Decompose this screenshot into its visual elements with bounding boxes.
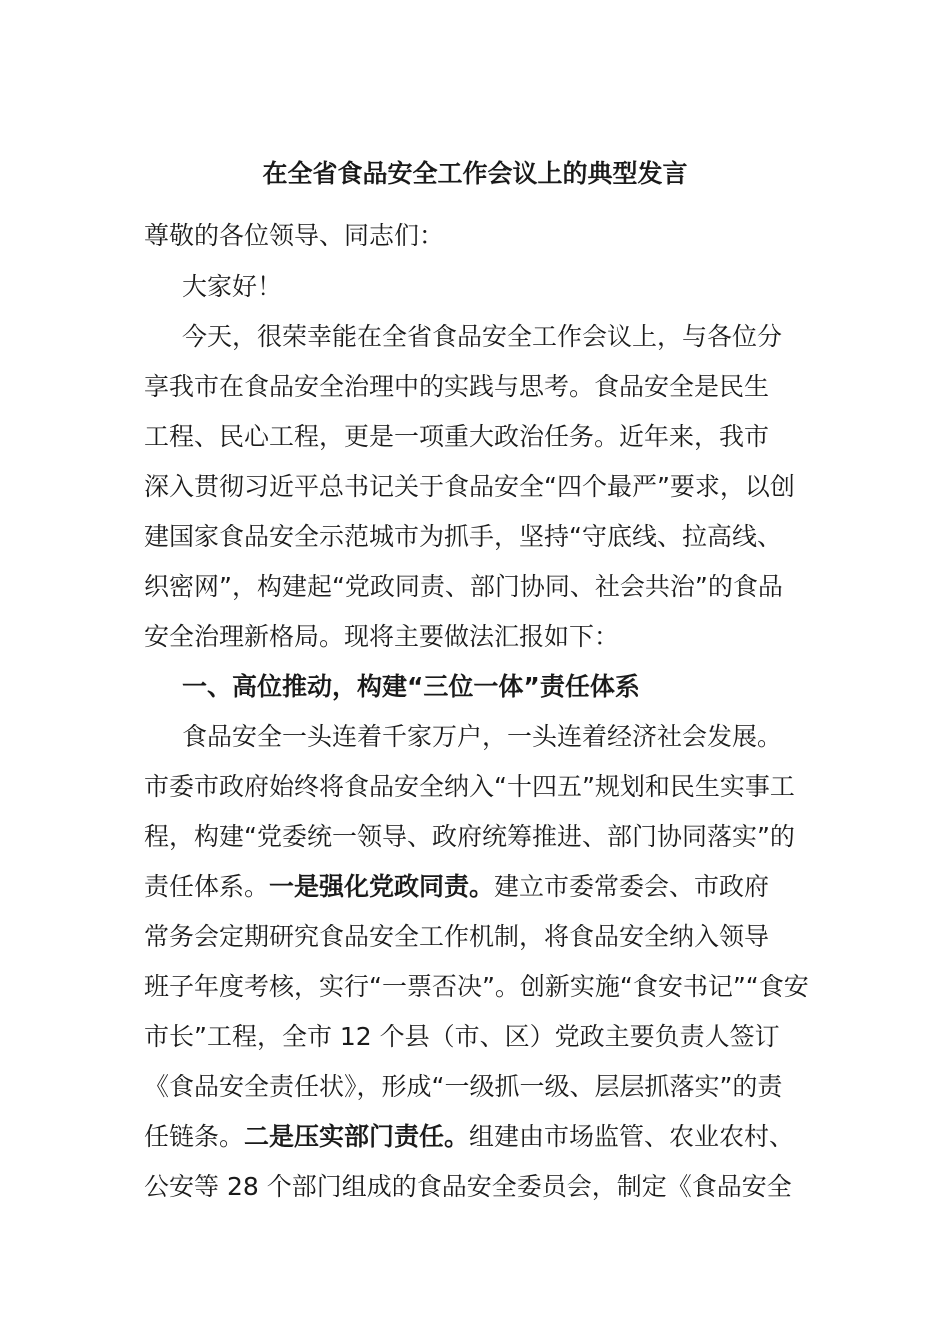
paragraph-line: 常务会定期研究食品安全工作机制，将食品安全纳入领导 bbox=[144, 922, 770, 951]
paragraph-line: 班子年度考核，实行“一票否决”。创新实施“食安书记”“食安 bbox=[144, 972, 809, 1001]
paragraph-line: 食品安全一头连着千家万户，一头连着经济社会发展。 bbox=[182, 722, 783, 751]
paragraph-line: 市长”工程，全市 12 个县（市、区）党政主要负责人签订 bbox=[144, 1022, 780, 1051]
paragraph-line: 建国家食品安全示范城市为抓手，坚持“守底线、拉高线、 bbox=[144, 522, 782, 551]
paragraph-line: 《食品安全责任状》，形成“一级抓一级、层层抓落实”的责 bbox=[144, 1072, 783, 1101]
point-heading: 一是强化党政同责。 bbox=[269, 872, 495, 901]
paragraph-line bbox=[144, 1112, 794, 1162]
paragraph-line: 工程、民心工程，更是一项重大政治任务。近年来，我市 bbox=[144, 422, 770, 451]
greeting: 大家好！ bbox=[182, 272, 283, 301]
paragraph-line: 今天，很荣幸能在全省食品安全工作会议上，与各位分 bbox=[182, 322, 783, 351]
section-heading: 一、高位推动，构建“三位一体”责任体系 bbox=[182, 672, 640, 701]
paragraph-text: 建立市委常委会、市政府 bbox=[494, 872, 770, 901]
paragraph-line: 公安等 28 个部门组成的食品安全委员会，制定《食品安全 bbox=[144, 1172, 792, 1201]
paragraph-line bbox=[144, 862, 769, 912]
paragraph-text: 任链条。 bbox=[144, 1122, 245, 1151]
point-heading: 二是压实部门责任。 bbox=[244, 1122, 470, 1151]
paragraph-line: 深入贯彻习近平总书记关于食品安全“四个最严”要求，以创 bbox=[144, 472, 795, 501]
salutation: 尊敬的各位领导、同志们： bbox=[144, 221, 445, 250]
document-title: 在全省食品安全工作会议上的典型发言 bbox=[262, 159, 688, 188]
paragraph-line: 安全治理新格局。现将主要做法汇报如下： bbox=[144, 622, 620, 651]
paragraph-text: 责任体系。 bbox=[144, 872, 270, 901]
paragraph-line: 织密网”，构建起“党政同责、部门协同、社会共治”的食品 bbox=[144, 572, 783, 601]
paragraph-line: 程，构建“党委统一领导、政府统筹推进、部门协同落实”的 bbox=[144, 822, 795, 851]
paragraph-line: 市委市政府始终将食品安全纳入“十四五”规划和民生实事工 bbox=[144, 772, 795, 801]
paragraph-line: 享我市在食品安全治理中的实践与思考。食品安全是民生 bbox=[144, 372, 770, 401]
paragraph-text: 组建由市场监管、农业农村、 bbox=[469, 1122, 795, 1151]
